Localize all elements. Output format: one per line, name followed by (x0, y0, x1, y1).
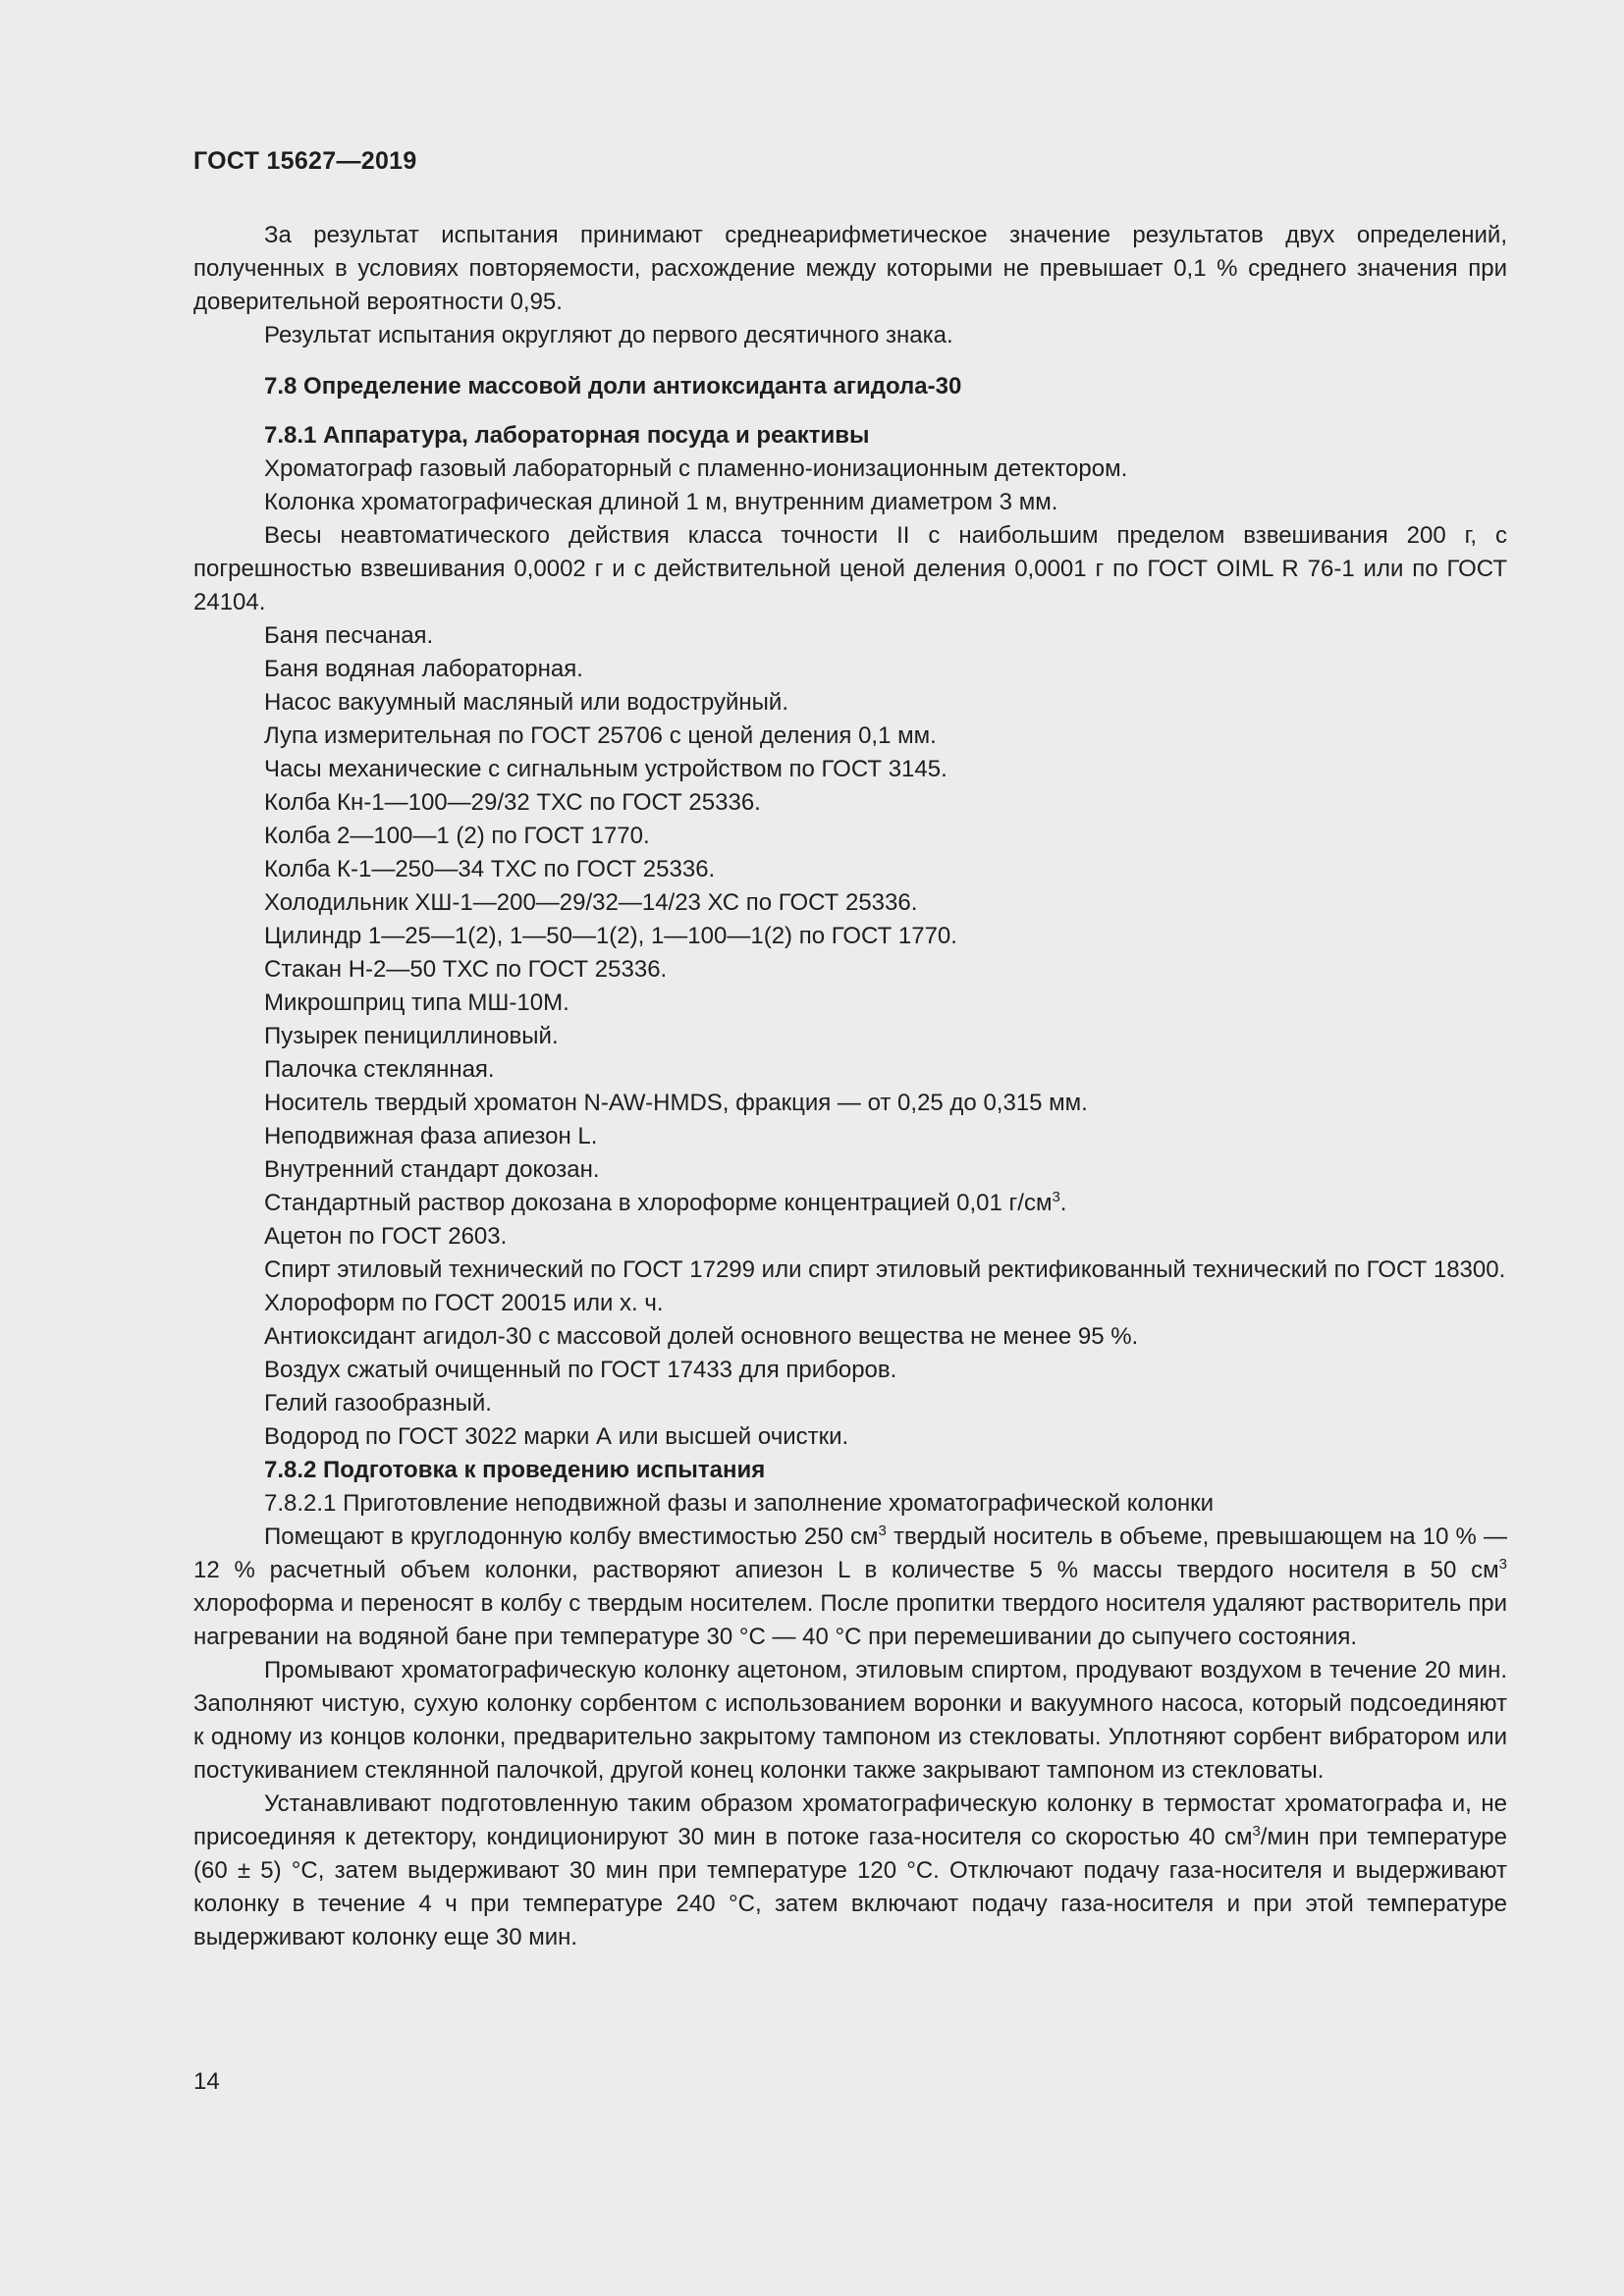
section-heading-7-8: 7.8 Определение массовой доли антиоксиданта агидола-30 (264, 373, 962, 400)
paragraph-column-conditioning (193, 1788, 1507, 1954)
list-item: Ацетон по ГОСТ 2603. (264, 1223, 508, 1250)
text-run: /мин при температуре (60 ± 5) °С, затем выдерживают 30 мин при температуре 120 °С. Отключают подачу газа-носителя и выдерживают колонку в течение 4 ч при температуре 240 °С, затем включают подачу газа-носителя и при этой температуре выдерживают колонку еще 30 мин. (193, 1824, 1508, 1950)
text-run: Помещают в круглодонную колбу вместимостью 250 см (264, 1523, 879, 1550)
subsection-heading-7-8-1: 7.8.1 Аппаратура, лабораторная посуда и реактивы (264, 422, 870, 449)
text-run: Устанавливают подготовленную таким образом хроматографическую колонку в термостат хроматографа и, не присоединяя к детектору, кондиционируют 30 мин в потоке газа-носителя со скоростью 40 см (193, 1790, 1507, 1850)
list-item-standard-solution (193, 1187, 1507, 1220)
superscript: 3 (1498, 1556, 1507, 1573)
list-item: Колба К-1—250—34 ТХС по ГОСТ 25336. (264, 856, 716, 882)
list-item: Колба 2—100—1 (2) по ГОСТ 1770. (264, 823, 650, 849)
document-header: ГОСТ 15627—2019 (193, 147, 417, 175)
superscript: 3 (1052, 1189, 1060, 1205)
list-item: Часы механические с сигнальным устройством по ГОСТ 3145. (264, 756, 947, 782)
list-item: Хлороформ по ГОСТ 20015 или х. ч. (264, 1290, 664, 1316)
list-item: Цилиндр 1—25—1(2), 1—50—1(2), 1—100—1(2) по ГОСТ 1770. (264, 923, 957, 949)
paragraph-rounding: Результат испытания округляют до первого десятичного знака. (264, 322, 953, 348)
list-item: Гелий газообразный. (264, 1390, 492, 1416)
text-run: хлороформа и переносят в колбу с твердым носителем. После пропитки твердого носителя удаляют растворитель при нагревании на водяной бане при температуре 30 °С — 40 °С при перемешивании до сыпучего состояния. (193, 1590, 1507, 1650)
list-item: Стакан Н-2—50 ТХС по ГОСТ 25336. (264, 956, 668, 983)
list-item: Колонка хроматографическая длиной 1 м, внутренним диаметром 3 мм. (264, 489, 1058, 515)
list-item: Спирт этиловый технический по ГОСТ 17299 или спирт этиловый ректификованный технический по ГОСТ 18300. (264, 1256, 1506, 1283)
list-item: Холодильник ХШ-1—200—29/32—14/23 ХС по ГОСТ 25336. (264, 889, 918, 916)
subsection-heading-7-8-2-1: 7.8.2.1 Приготовление неподвижной фазы и заполнение хроматографической колонки (264, 1490, 1215, 1517)
superscript: 3 (878, 1522, 887, 1539)
superscript: 3 (1252, 1823, 1261, 1840)
list-item: Весы неавтоматического действия класса точности II с наибольшим пределом взвешивания 200 г, с погрешностью взвешивания 0,0002 г и с действительной ценой деления 0,0001 г по ГОСТ OIML R 76-1 или по ГОСТ 24104. (193, 522, 1507, 615)
list-item: Пузырек пенициллиновый. (264, 1023, 559, 1049)
list-item: Антиоксидант агидол-30 с массовой долей основного вещества не менее 95 %. (264, 1323, 1139, 1350)
list-item: Палочка стеклянная. (264, 1056, 495, 1083)
list-item: Колба Кн-1—100—29/32 ТХС по ГОСТ 25336. (264, 789, 761, 816)
list-item: Баня водяная лабораторная. (264, 656, 583, 682)
list-item: Водород по ГОСТ 3022 марки А или высшей очистки. (264, 1423, 849, 1450)
text-run: Стандартный раствор докозана в хлороформе концентрацией 0,01 г/см (264, 1190, 1053, 1216)
list-item: Лупа измерительная по ГОСТ 25706 с ценой деления 0,1 мм. (264, 722, 937, 749)
text-run: твердый носитель в объеме, превышающем на 10 % — 12 % расчетный объем колонки, растворяют апиезон L в количестве 5 % массы твердого носителя в 50 см (193, 1523, 1507, 1583)
list-item: Микрошприц типа МШ-10М. (264, 989, 569, 1016)
text-run: . (1059, 1190, 1067, 1216)
list-item: Воздух сжатый очищенный по ГОСТ 17433 для приборов. (264, 1357, 897, 1383)
subsection-heading-7-8-2: 7.8.2 Подготовка к проведению испытания (264, 1457, 766, 1483)
list-item: Внутренний стандарт докозан. (264, 1156, 600, 1183)
list-item: Хроматограф газовый лабораторный с пламенно-ионизационным детектором. (264, 455, 1128, 482)
list-item: Носитель твердый хроматон N-AW-HMDS, фракция — от 0,25 до 0,315 мм. (264, 1090, 1088, 1116)
list-item: Баня песчаная. (264, 622, 434, 649)
paragraph-stationary-phase (193, 1521, 1507, 1654)
document-page (193, 147, 1507, 1954)
paragraph-column-filling: Промывают хроматографическую колонку ацетоном, этиловым спиртом, продувают воздухом в течение 20 мин. Заполняют чистую, сухую колонку сорбентом с использованием воронки и вакуумного насоса, который подсоединяют к одному из концов колонки, предварительно закрытому тампоном из стекловаты. Уплотняют сорбент вибратором или постукиванием стеклянной палочкой, другой конец колонки также закрывают тампоном из стекловаты. (193, 1657, 1507, 1784)
list-item: Насос вакуумный масляный или водоструйный. (264, 689, 788, 716)
page-number: 14 (193, 2068, 220, 2095)
list-item: Неподвижная фаза апиезон L. (264, 1123, 598, 1149)
paragraph-result-definition: За результат испытания принимают среднеарифметическое значение результатов двух определений, полученных в условиях повторяемости, расхождение между которыми не превышает 0,1 % среднего значения при доверительной вероятности 0,95. (193, 222, 1507, 315)
